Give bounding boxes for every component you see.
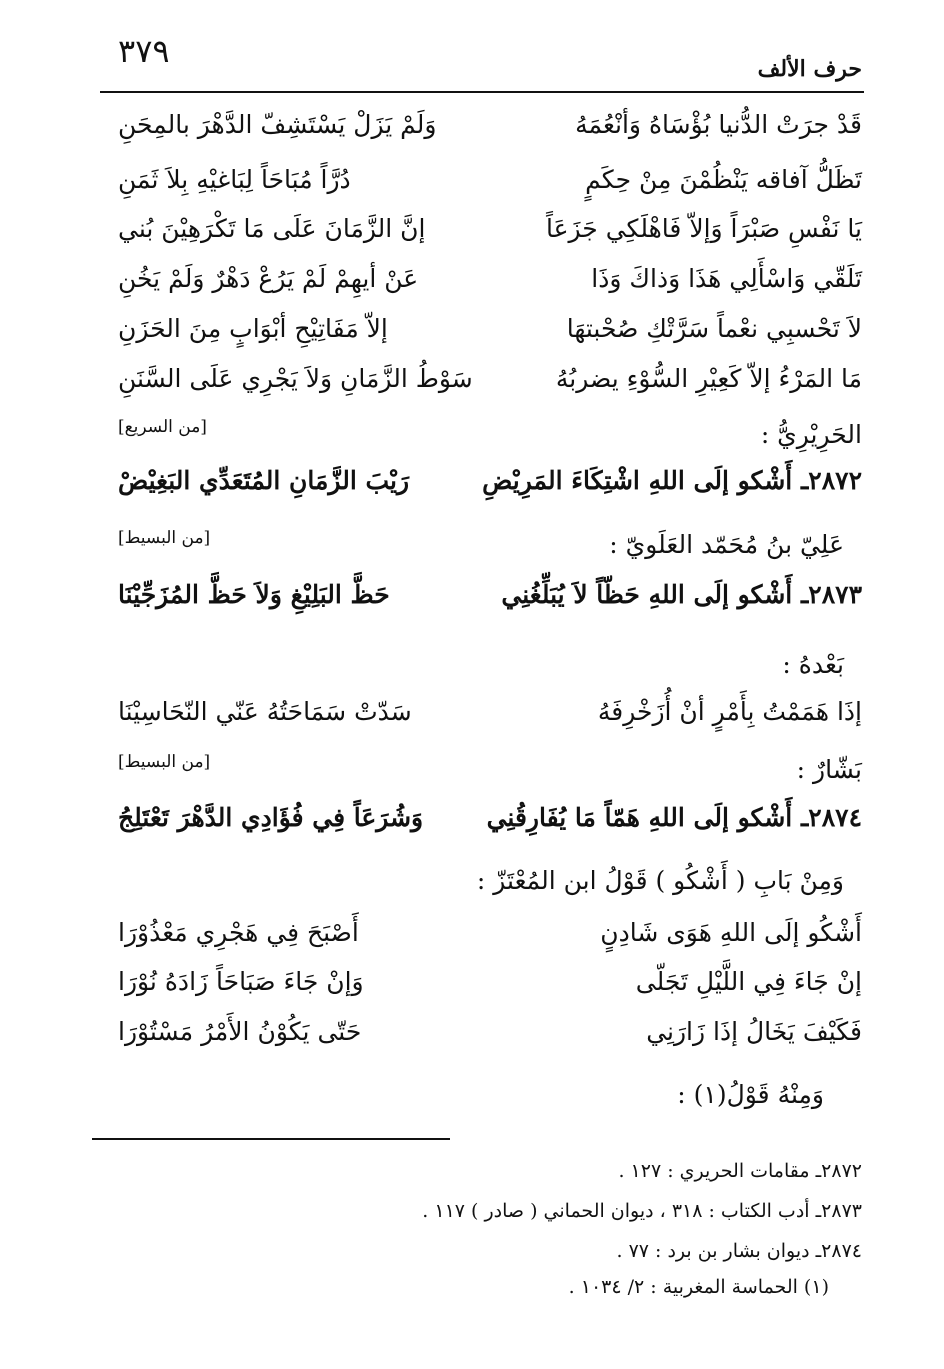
section-note: وَمِنْهُ قَوْلُ(١) :	[677, 1080, 824, 1109]
footnote: (١) الحماسة المغربية : ٢/ ١٠٣٤ .	[568, 1276, 829, 1298]
verse-left: أَصْبَحَ فِي هَجْرِي مَعْذُوْرَا	[118, 918, 359, 947]
verse-left: سَدّتْ سَمَاحَتُهُ عَنّي النّحَاسِيْنَا	[118, 697, 412, 726]
footnote: ٢٨٧٢ـ مقامات الحريري : ١٢٧ .	[618, 1160, 862, 1182]
verse-right: مَا المَرْءُ إلاّ كَعِيْرِ السُّوْءِ يضربُهُ	[555, 364, 862, 393]
section-note: وَمِنْ بَابِ ( أَشْكُو ) قَوْلُ ابن المُعْتَزّ :	[476, 866, 844, 895]
verse-left: سَوْطُ الزَّمَانِ وَلاَ يَجْرِي عَلَى السَّنَنِ	[118, 364, 473, 393]
verse-right: تَظَلُّ آفاقه يَنْظُمْنَ مِنْ حِكَمٍ	[585, 165, 862, 194]
verse-left: إلاّ مَفَاتِيْحِ أبْوَابٍ مِنَ الحَزَنِ	[118, 314, 388, 343]
verse-2873-left: حَظَّ البَلِيْغِ وَلاَ حَظَّ المُزَجِّيْنَا	[118, 580, 390, 609]
poet-attribution: الحَرِيْرِيُّ :	[760, 420, 862, 449]
verse-2872-right: ٢٨٧٢ـ أَشْكو إلَى اللهِ اشْتِكَاءَ المَرِيْضِ	[482, 466, 862, 495]
meter-label: [من البسيط]	[118, 752, 211, 772]
verse-right: يَا نَفْسِ صَبْرَاً وَإلاّ فَاهْلَكِي جَزَعَاً	[545, 214, 862, 243]
verse-2874-left: وَشُرَعَاً فِي فُؤَادِي الدَّهْرَ تَعْتَلِجُ	[118, 803, 424, 832]
footnote-divider	[92, 1138, 450, 1140]
verse-left: حَتّى يَكُوْنُ الأَمْرُ مَسْتُوْرَا	[118, 1017, 362, 1046]
verse-right: أَشْكُو إلَى اللهِ هَوَى شَادِنٍ	[600, 918, 862, 947]
verse-2873-right: ٢٨٧٣ـ أَشْكو إلَى اللهِ حَظّاً لاَ يُبَلِّغُنِي	[501, 580, 862, 609]
chapter-title: حرف الألف	[757, 56, 862, 82]
poet-attribution: بَشّارٌ :	[796, 755, 862, 784]
poet-attribution: عَلِيّ بنُ مُحَمّد العَلَويّ :	[609, 530, 844, 559]
verse-right: إنْ جَاءَ فِي اللَّيْلِ تَجَلّى	[635, 967, 862, 996]
verse-left: وَإنْ جَاءَ صَبَاحَاً زَادَهُ نُوْرَا	[118, 967, 364, 996]
verse-right: لاَ تَحْسبِي نعْماً سَرَّتْكِ صُحْبتهَا	[566, 314, 862, 343]
meter-label: [من السريع]	[118, 417, 207, 437]
footnote: ٢٨٧٣ـ أدب الكتاب : ٣١٨ ، ديوان الحماني ( صادر ) ١١٧ .	[422, 1200, 862, 1222]
verse-right: إذَا هَمَمْتُ بِأَمْرٍ أنْ أُزَخْرِفَهُ	[597, 697, 862, 726]
verse-2874-right: ٢٨٧٤ـ أَشْكو إلَى اللهِ هَمّاً مَا يُفَارِقُنِي	[486, 803, 862, 832]
page-number: ٣٧٩	[118, 32, 170, 70]
verse-left: وَلَمْ يَزَلْ يَسْتَشِفّ الدَّهْرَ بالمِحَنِ	[118, 110, 437, 139]
verse-left: عَنْ أيهِمْ لَمْ يَرُعْ دَهْرٌ وَلَمْ يَخُنِ	[118, 264, 419, 293]
poet-attribution: بَعْدهُ :	[782, 650, 844, 679]
verse-right: فَكَيْفَ يَخَالُ إذَا زَارَنِي	[646, 1017, 862, 1046]
verse-right: قَدْ جرَتْ الدُّنيا بُؤْسَاهُ وَأنْعُمَهُ	[575, 110, 862, 139]
meter-label: [من البسيط]	[118, 528, 211, 548]
header-divider	[100, 91, 864, 93]
verse-left: دُرَّاً مُبَاحَاً لِبَاغيْهِ بِلاَ ثَمَنِ	[118, 165, 351, 194]
verse-left: إنَّ الزَّمَانَ عَلَى مَا تَكْرَهِيْنَ بُني	[118, 214, 426, 243]
footnote: ٢٨٧٤ـ ديوان بشار بن برد : ٧٧ .	[616, 1240, 862, 1262]
verse-2872-left: رَيْبَ الزَّمَانِ المُتَعَدِّي البَغِيْضْ	[118, 466, 410, 495]
verse-right: تَلَقّي وَاسْأَلِي هَذَا وَذاكَ وَذَا	[591, 264, 862, 293]
